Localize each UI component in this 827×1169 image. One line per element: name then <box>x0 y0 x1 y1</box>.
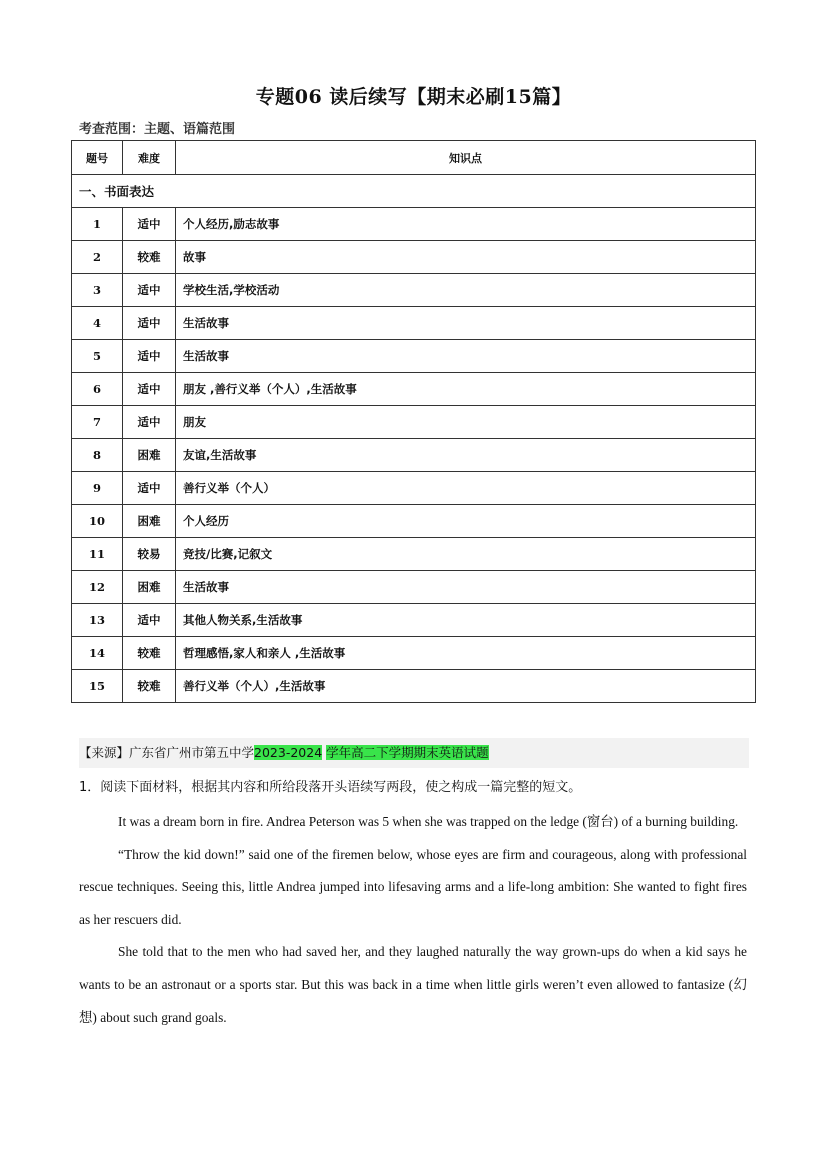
header-difficulty: 难度 <box>123 141 176 175</box>
passage-paragraph: “Throw the kid down!” said one of the firemen below, whose eyes are firm and courageous, along with professional rescue techniques. Seeing this, little Andrea jumped into lifesaving arms and a life-long ambition: She wanted to fight fires as her rescuers did. <box>79 846 747 927</box>
table-row <box>72 571 756 604</box>
row-number: 15 <box>72 670 123 703</box>
row-number: 1 <box>72 208 123 241</box>
table-row <box>72 670 756 703</box>
header-knowledge: 知识点 <box>176 141 756 175</box>
table-header-row <box>72 141 756 175</box>
row-knowledge: 善行义举（个人）,生活故事 <box>176 670 756 703</box>
table-row <box>72 373 756 406</box>
row-number: 14 <box>72 637 123 670</box>
row-knowledge: 竞技/比赛,记叙文 <box>176 538 756 571</box>
table-row <box>72 505 756 538</box>
row-difficulty: 较难 <box>123 670 176 703</box>
reading-passage <box>79 806 747 1034</box>
table-row <box>72 340 756 373</box>
table-row <box>72 472 756 505</box>
row-number: 8 <box>72 439 123 472</box>
passage-paragraph: It was a dream born in fire. Andrea Peterson was 5 when she was trapped on the ledge (窗台) of a burning building. <box>118 814 739 829</box>
row-difficulty: 困难 <box>123 439 176 472</box>
row-difficulty: 适中 <box>123 406 176 439</box>
row-knowledge: 其他人物关系,生活故事 <box>176 604 756 637</box>
row-number: 7 <box>72 406 123 439</box>
row-knowledge: 生活故事 <box>176 571 756 604</box>
row-number: 12 <box>72 571 123 604</box>
table-row <box>72 208 756 241</box>
source-year: 2023-2024 <box>254 745 323 760</box>
source-exam: 学年高二下学期期末英语试题 <box>326 745 489 760</box>
row-difficulty: 困难 <box>123 571 176 604</box>
exam-scope: 考查范围：主题、语篇范围 <box>79 122 236 137</box>
row-knowledge: 学校生活,学校活动 <box>176 274 756 307</box>
row-number: 4 <box>72 307 123 340</box>
row-number: 11 <box>72 538 123 571</box>
row-difficulty: 适中 <box>123 340 176 373</box>
row-number: 3 <box>72 274 123 307</box>
header-number: 题号 <box>72 141 123 175</box>
table-row <box>72 274 756 307</box>
row-difficulty: 较难 <box>123 637 176 670</box>
row-knowledge: 哲理感悟,家人和亲人 ,生活故事 <box>176 637 756 670</box>
passage-paragraph: She told that to the men who had saved her, and they laughed naturally the way grown-ups do when a kid says he wants to be an astronaut or a sports star. But this was back in a time when little girls weren’t even allowed to fantasize (幻想) about such grand goals. <box>79 944 747 1025</box>
row-difficulty: 适中 <box>123 373 176 406</box>
row-difficulty: 较难 <box>123 241 176 274</box>
section-label: 一、书面表达 <box>72 175 756 208</box>
table-row <box>72 241 756 274</box>
row-difficulty: 适中 <box>123 604 176 637</box>
row-difficulty: 适中 <box>123 472 176 505</box>
row-number: 13 <box>72 604 123 637</box>
row-number: 6 <box>72 373 123 406</box>
row-knowledge: 生活故事 <box>176 307 756 340</box>
source-line <box>79 738 749 768</box>
row-knowledge: 个人经历 <box>176 505 756 538</box>
table-row <box>72 637 756 670</box>
row-difficulty: 较易 <box>123 538 176 571</box>
section-row <box>72 175 756 208</box>
row-knowledge: 朋友 ,善行义举（个人）,生活故事 <box>176 373 756 406</box>
question-instruction: 1．阅读下面材料，根据其内容和所给段落开头语续写两段，使之构成一篇完整的短文。 <box>79 780 582 795</box>
table-row <box>72 406 756 439</box>
row-number: 5 <box>72 340 123 373</box>
table-row <box>72 604 756 637</box>
row-difficulty: 适中 <box>123 208 176 241</box>
table-row <box>72 307 756 340</box>
row-number: 9 <box>72 472 123 505</box>
row-knowledge: 友谊,生活故事 <box>176 439 756 472</box>
knowledge-table <box>71 140 756 703</box>
row-difficulty: 适中 <box>123 307 176 340</box>
row-difficulty: 困难 <box>123 505 176 538</box>
row-number: 10 <box>72 505 123 538</box>
row-knowledge: 生活故事 <box>176 340 756 373</box>
row-knowledge: 个人经历,励志故事 <box>176 208 756 241</box>
source-school: 【来源】广东省广州市第五中学 <box>79 745 255 760</box>
row-difficulty: 适中 <box>123 274 176 307</box>
row-knowledge: 善行义举（个人） <box>176 472 756 505</box>
page-title: 专题06 读后续写【期末必刷15篇】 <box>255 86 572 108</box>
row-number: 2 <box>72 241 123 274</box>
table-row <box>72 439 756 472</box>
row-knowledge: 朋友 <box>176 406 756 439</box>
table-row <box>72 538 756 571</box>
row-knowledge: 故事 <box>176 241 756 274</box>
